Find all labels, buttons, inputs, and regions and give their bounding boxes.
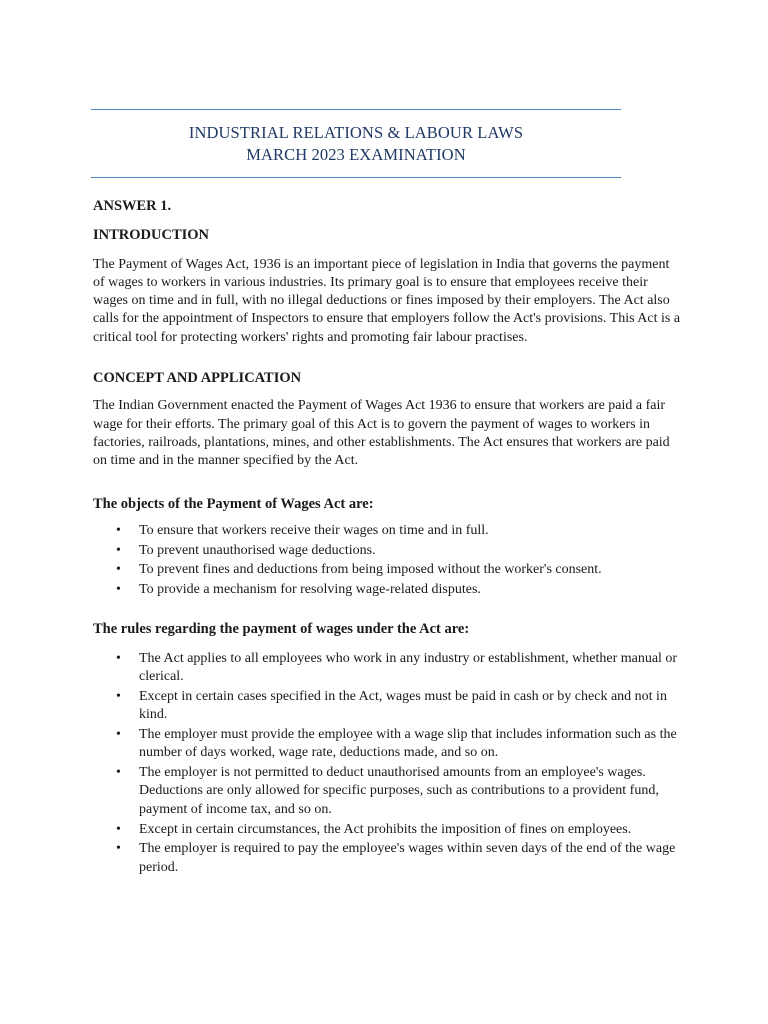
bullet-icon: • — [116, 581, 121, 597]
document-title — [91, 122, 621, 166]
bullet-icon: • — [116, 841, 121, 857]
list-item — [93, 821, 683, 839]
bullet-icon: • — [116, 522, 121, 538]
bullet-icon: • — [116, 726, 121, 742]
bullet-icon: • — [116, 562, 121, 578]
list-item-text: Except in certain circumstances, the Act prohibits the imposition of fines on employees. — [139, 821, 632, 837]
introduction-paragraph: The Payment of Wages Act, 1936 is an important piece of legislation in India that governs the payment of wages to workers in various industries. Its primary goal is to ensure that employees receive their wages on time and in full, with no illegal deductions or fines imposed by their employers. The Act also calls for the appointment of Inspectors to ensure that employers follow the Act's provisions. This Act is a critical tool for protecting workers' rights and promoting fair labour practises. — [93, 256, 681, 345]
bullet-icon: • — [116, 650, 121, 666]
objects-heading: The objects of the Payment of Wages Act are: — [93, 495, 374, 512]
list-item-text: To prevent unauthorised wage deductions. — [139, 542, 376, 558]
list-item — [93, 840, 683, 877]
title-line-1: INDUSTRIAL RELATIONS & LABOUR LAWS — [188, 123, 524, 142]
list-item-text: To ensure that workers receive their wages on time and in full. — [139, 522, 489, 538]
list-item — [93, 522, 683, 540]
header-rule-top — [91, 109, 621, 110]
bullet-icon: • — [116, 821, 121, 837]
header-rule-bottom — [91, 177, 621, 178]
introduction-heading: INTRODUCTION — [93, 227, 210, 244]
bullet-icon: • — [116, 542, 121, 558]
list-item-text: Except in certain cases specified in the Act, wages must be paid in cash or by check and not in kind. — [139, 688, 667, 722]
list-item — [93, 650, 683, 687]
document-body — [93, 197, 683, 879]
list-item-text: To prevent fines and deductions from being imposed without the worker's consent. — [139, 562, 602, 578]
list-item — [93, 561, 683, 579]
list-item-text: The Act applies to all employees who work in any industry or establishment, whether manual or clerical. — [139, 650, 678, 684]
rules-heading: The rules regarding the payment of wages under the Act are: — [93, 621, 470, 638]
list-item-text: To provide a mechanism for resolving wage-related disputes. — [139, 581, 481, 597]
list-item-text: The employer is required to pay the employee's wages within seven days of the end of the wage period. — [139, 841, 676, 875]
list-item — [93, 581, 683, 599]
concept-paragraph: The Indian Government enacted the Payment of Wages Act 1936 to ensure that workers are paid a fair wage for their efforts. The primary goal of this Act is to govern the payment of wages to workers in factories, railroads, plantations, mines, and other establishments. The Act ensures that workers are paid on time and in the manner specified by the Act. — [93, 398, 670, 469]
list-item — [93, 726, 683, 763]
objects-list — [93, 522, 683, 599]
title-line-2: MARCH 2023 EXAMINATION — [246, 145, 466, 164]
list-item — [93, 688, 683, 725]
bullet-icon: • — [116, 765, 121, 781]
bullet-icon: • — [116, 688, 121, 704]
answer-label: ANSWER 1. — [93, 198, 172, 214]
list-item-text: The employer must provide the employee with a wage slip that includes information such as the number of days worked, wage rate, deductions made, and so on. — [139, 726, 677, 761]
concept-heading: CONCEPT AND APPLICATION — [93, 370, 302, 387]
list-item-text: The employer is not permitted to deduct unauthorised amounts from an employee's wages. Deductions are only allowed for specific purposes, such as contributions to a provident fund, payment of income tax, and so on. — [139, 765, 659, 817]
list-item — [93, 764, 683, 819]
rules-list — [93, 650, 683, 878]
list-item — [93, 542, 683, 560]
